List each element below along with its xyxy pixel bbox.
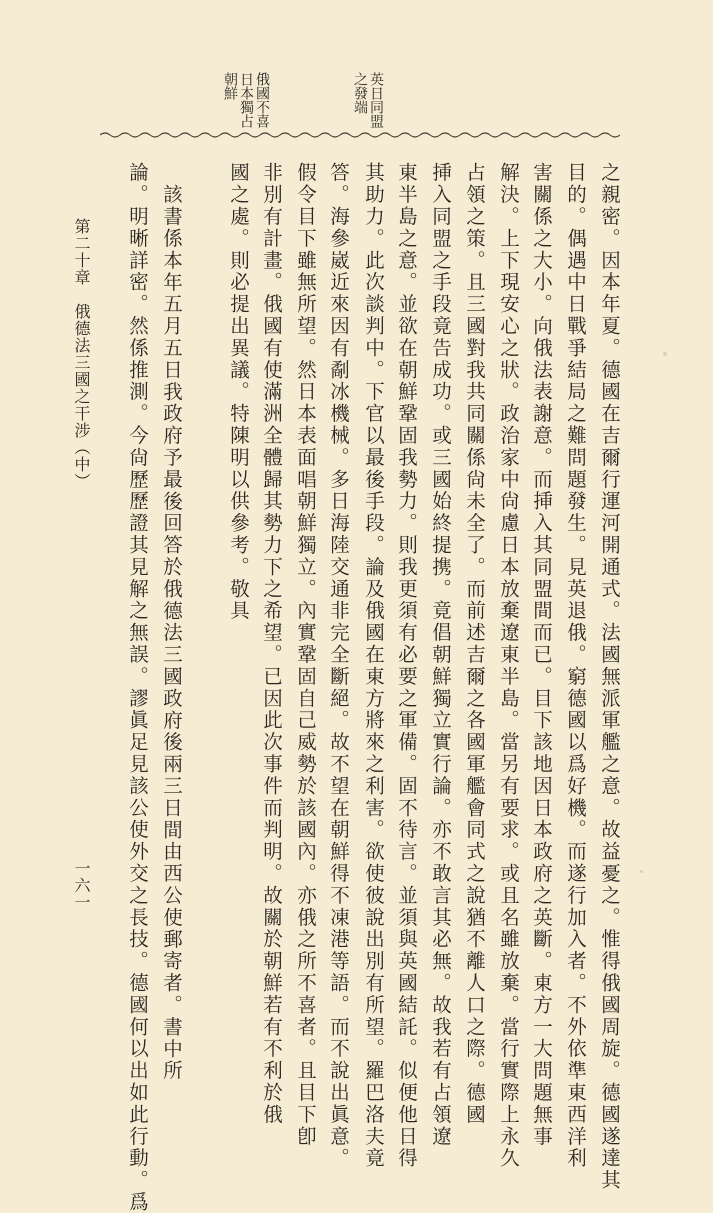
body-column-3: 害關係之大小。向俄法表謝意。而挿入其同盟間而已。目下該地因日本政府之英斷。東方一大問題無事 <box>530 162 553 1148</box>
body-column-4: 解決。上下現安心之狀。政治家中尙慮日本放棄遼東半島。當另有要求。或且名雖放棄。當行實際上永久 <box>497 162 520 1170</box>
side-note-anglo-japanese-alliance-line-1: 英日同盟 <box>368 72 384 128</box>
body-column-11: 非別有計畫。俄國有使滿洲全體歸其勢力下之希望。已因此次事件而判明。故關於朝鮮若有不利於俄 <box>260 162 283 1126</box>
body-column-8: 其助力。此次談判中。下官以最後手段。論及俄國在東方將來之利害。欲使彼說出別有所望。羅巴洛夫竟 <box>362 162 385 1170</box>
side-note-russia-korea-line-1: 俄國不喜 <box>254 72 270 128</box>
body-column-5: 占領之策。且三國對我共同關係尙未全了。而前述吉爾之各國軍艦會同式之說猶不離人口之際。德國 <box>463 162 486 1126</box>
body-column-12: 國之處。則必提出異議。特陳明以供參考。敬具 <box>227 162 250 622</box>
body-column-6: 挿入同盟之手段竟告成功。或三國始終提携。竟倡朝鮮獨立實行論。亦不敢言其必無。故我若有占領遼 <box>429 162 452 1148</box>
body-column-1: 之親密。因本年夏。德國在吉爾行運河開通式。法國無派軍艦之意。故益憂之。惟得俄國周旋。德國遂達其 <box>598 162 621 1192</box>
side-note-anglo-japanese-alliance-line-2: 之發端 <box>352 72 368 114</box>
body-column-9: 答。海參崴近來因有劀冰機械。多日海陸交通非完全斷絕。故不望在朝鮮得不凍港等語。而不說出眞意。 <box>327 162 350 1170</box>
body-column-14: 論。明晰詳密。然係推測。今尙歷歷證其見解之無誤。謬眞足見該公使外交之長技。德國何以出如此行動。爲 <box>126 162 149 1213</box>
body-column-2: 目的。偶遇中日戰爭結局之難問題發生。見英退俄。窮德國以爲好機。而遂行加入者。不外依準東西洋利 <box>564 162 587 1170</box>
paper-speck <box>640 870 643 873</box>
side-note-russia-korea-line-3: 朝鮮 <box>222 72 238 100</box>
body-column-7: 東半島之意。並欲在朝鮮鞏固我勢力。則我更須有必要之軍備。固不待言。並須與英國結託。似便他日得 <box>395 162 418 1170</box>
page-number: 一六一 <box>72 860 91 911</box>
wavy-divider <box>100 130 620 140</box>
paper-speck <box>663 352 667 356</box>
side-note-russia-korea-line-2: 日本獨占 <box>238 72 254 128</box>
body-column-13: 該書係本年五月五日我政府予最後回答於俄德法三國政府後兩三日間由西公使郵寄者。書中所 <box>160 184 183 1082</box>
chapter-running-head: 第二十章 俄德法三國之干涉（中） <box>72 218 91 490</box>
body-column-10: 假令目下雖無所望。然日本表面唱朝鮮獨立。內實鞏固自己威勢於該國內。亦俄之所不喜者。且目下卽 <box>294 162 317 1148</box>
